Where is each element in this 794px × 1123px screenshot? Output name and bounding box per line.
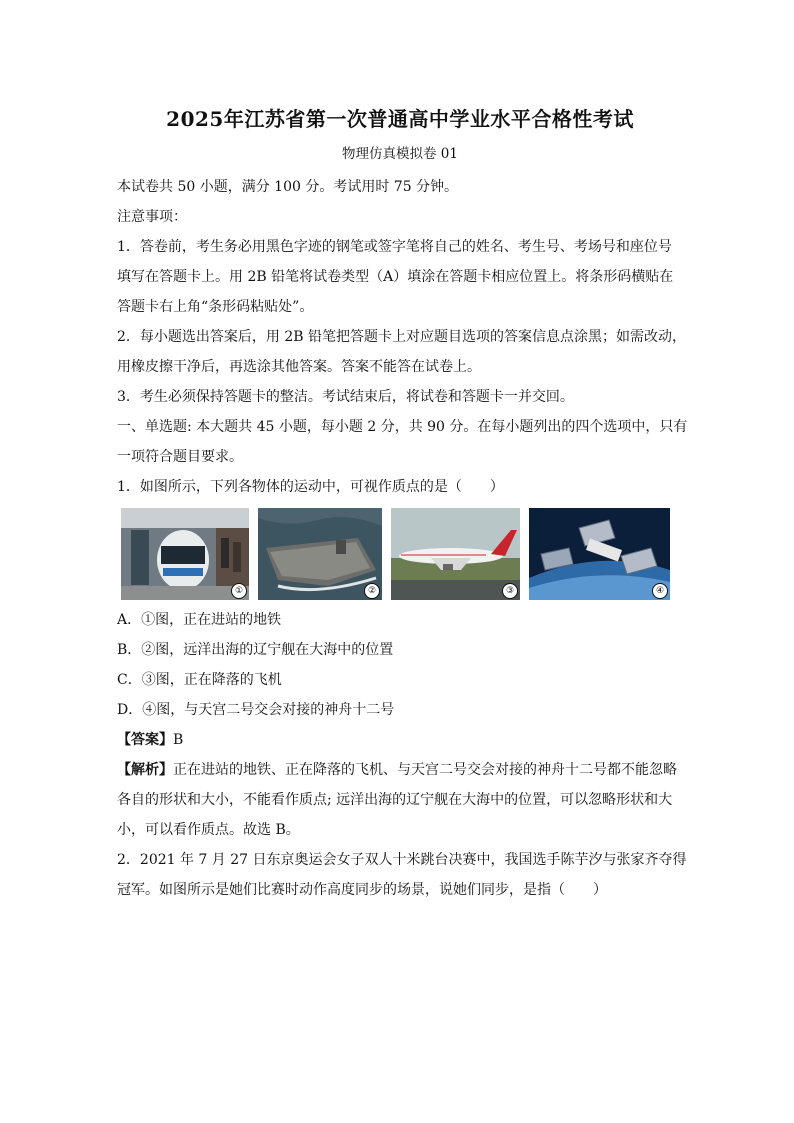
image-label: ③ bbox=[502, 583, 518, 599]
analysis-label: 【解析】 bbox=[117, 762, 173, 778]
section-heading: 一、单选题: 本大题共 45 小题，每小题 2 分，共 90 分。在每小题列出的四个选项中，只有 bbox=[117, 419, 688, 435]
airplane-image bbox=[391, 508, 520, 600]
notice-line: 2．每小题选出答案后，用 2B 铅笔把答题卡上对应题目选项的答案信息点涂黑；如需改动， bbox=[117, 329, 687, 345]
answer-value: B bbox=[173, 732, 184, 748]
aircraft-carrier-image bbox=[258, 508, 382, 600]
question-1-images bbox=[121, 508, 683, 600]
notice-line: 答题卡右上角“条形码粘贴处”。 bbox=[117, 299, 314, 315]
option-a: A．①图，正在进站的地铁 bbox=[117, 612, 282, 628]
analysis-text: 正在进站的地铁、正在降落的飞机、与天宫二号交会对接的神舟十二号都不能忽略 bbox=[173, 762, 677, 778]
image-label: ① bbox=[231, 583, 247, 599]
notice-line: 3．考生必须保持答题卡的整洁。考试结束后，将试卷和答题卡一并交回。 bbox=[117, 389, 574, 405]
intro-text: 本试卷共 50 小题，满分 100 分。考试用时 75 分钟。 bbox=[117, 179, 459, 195]
space-station-image bbox=[529, 508, 670, 600]
answer-line bbox=[117, 725, 683, 755]
option-d: D．④图，与天宫二号交会对接的神舟十二号 bbox=[117, 702, 395, 718]
answer-label: 【答案】 bbox=[117, 732, 173, 748]
notice-title: 注意事项： bbox=[117, 209, 187, 225]
analysis-line bbox=[117, 755, 683, 785]
image-label: ② bbox=[364, 583, 380, 599]
page-title: 2025年江苏省第一次普通高中学业水平合格性考试 bbox=[166, 107, 634, 131]
analysis-text: 小，可以看作质点。故选 B。 bbox=[117, 822, 300, 838]
section-heading: 一项符合题目要求。 bbox=[117, 449, 243, 465]
notice-line: 用橡皮擦干净后，再选涂其他答案。答案不能答在试卷上。 bbox=[117, 359, 481, 375]
exam-page bbox=[117, 100, 688, 905]
option-b: B．②图，远洋出海的辽宁舰在大海中的位置 bbox=[117, 642, 394, 658]
notice-line: 填写在答题卡上。用 2B 铅笔将试卷类型（A）填涂在答题卡相应位置上。将条形码横贴在 bbox=[117, 269, 674, 285]
question-1-stem: 1．如图所示，下列各物体的运动中，可视作质点的是（ ） bbox=[117, 479, 504, 495]
option-c: C．③图，正在降落的飞机 bbox=[117, 672, 282, 688]
question-2-stem: 冠军。如图所示是她们比赛时动作高度同步的场景，说她们同步，是指（ ） bbox=[117, 882, 607, 898]
analysis-text: 各自的形状和大小，不能看作质点; 远洋出海的辽宁舰在大海中的位置，可以忽略形状和大 bbox=[117, 792, 673, 808]
page-subtitle: 物理仿真模拟卷 01 bbox=[342, 146, 458, 162]
notice-line: 1．答卷前，考生务必用黑色字迹的钢笔或签字笔将自己的姓名、考生号、考场号和座位号 bbox=[117, 239, 672, 255]
subway-image bbox=[121, 508, 249, 600]
image-label: ④ bbox=[652, 583, 668, 599]
question-2-stem: 2．2021 年 7 月 27 日东京奥运会女子双人十米跳台决赛中，我国选手陈芋汐与张家齐夺得 bbox=[117, 852, 687, 868]
